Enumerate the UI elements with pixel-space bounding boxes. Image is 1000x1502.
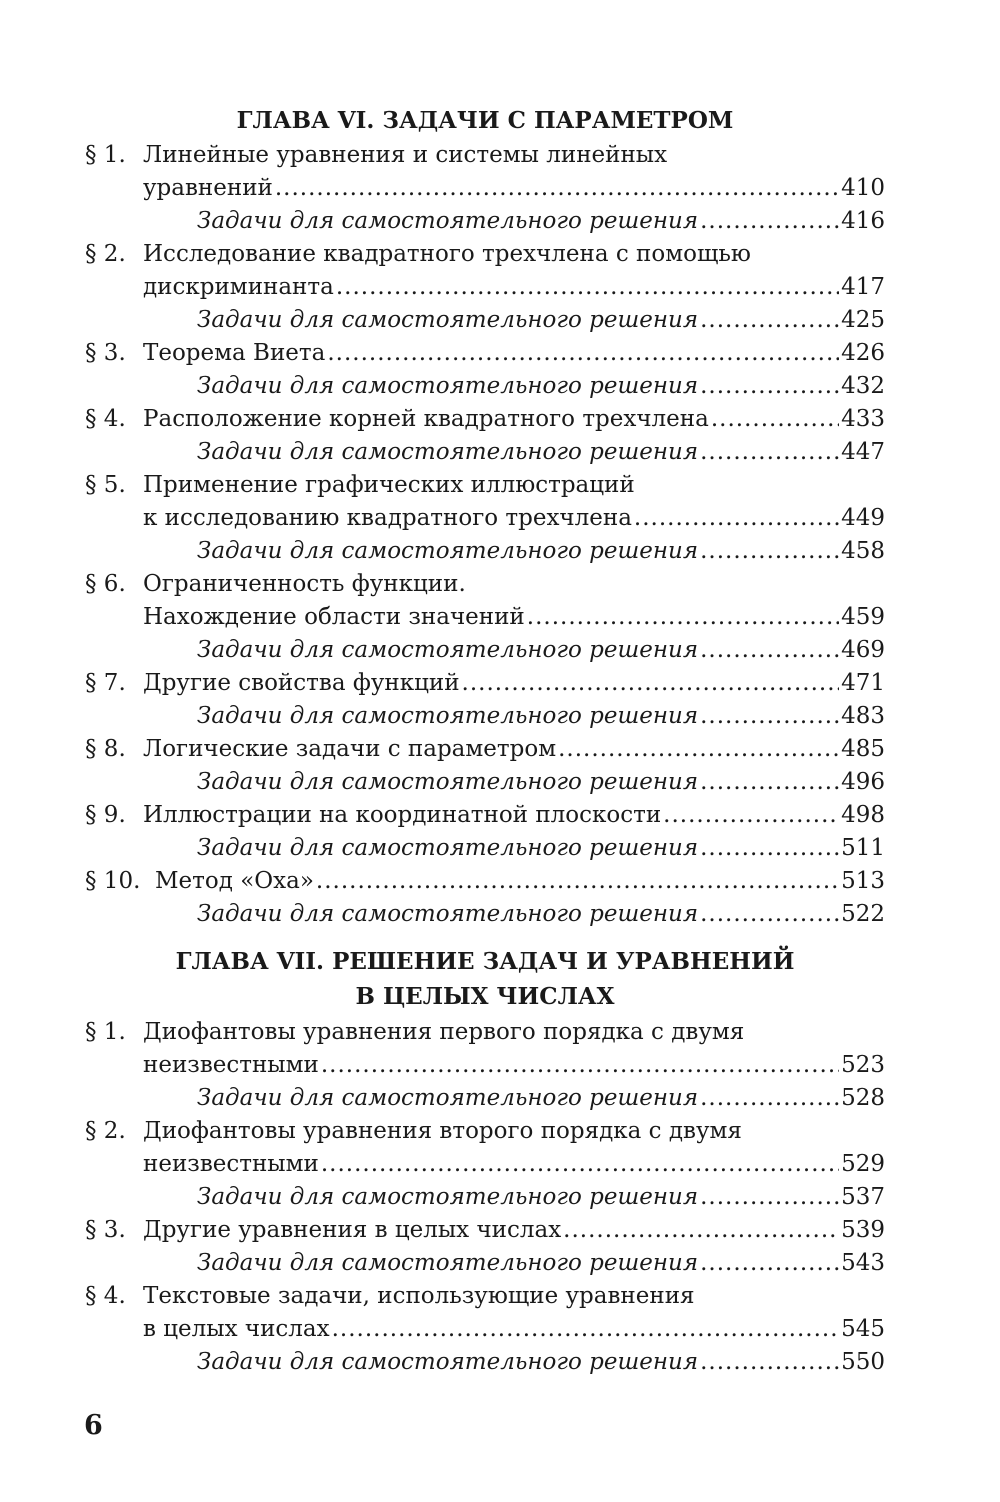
chapter-7-heading-line2: В ЦЕЛЫХ ЧИСЛАХ: [355, 983, 615, 1010]
entry-title: Диофантовы уравнения первого порядка с двумя: [143, 1019, 745, 1045]
dot-leader: [700, 1082, 839, 1115]
page-ref: 432: [841, 373, 885, 399]
entry-title: Задачи для самостоятельного решения: [197, 901, 699, 927]
section-number: § 2.: [85, 1118, 126, 1144]
entry-title: Задачи для самостоятельного решения: [197, 373, 699, 399]
dot-leader: [558, 733, 839, 766]
dot-leader: [700, 205, 839, 238]
page-ref: 410: [841, 175, 885, 201]
page-ref: 459: [841, 604, 885, 630]
page-ref: 433: [841, 406, 885, 432]
dot-leader: [700, 700, 839, 733]
toc-exercises-6-10[interactable]: [197, 898, 885, 931]
section-number: § 4.: [85, 406, 126, 432]
toc-exercises-6-1[interactable]: [197, 205, 885, 238]
section-number: § 1.: [85, 142, 126, 168]
entry-title: Задачи для самостоятельного решения: [197, 1085, 699, 1111]
section-number: § 4.: [85, 1283, 126, 1309]
entry-title: Диофантовы уравнения второго порядка с двумя: [143, 1118, 742, 1144]
toc-entry-6-3[interactable]: [85, 337, 885, 370]
entry-title: в целых числах: [143, 1316, 330, 1342]
toc-entry-6-6-title: [85, 568, 466, 601]
entry-title: Линейные уравнения и системы линейных: [143, 142, 668, 168]
toc-entry-6-2[interactable]: [143, 271, 885, 304]
toc-entry-6-6[interactable]: [143, 601, 885, 634]
dot-leader: [700, 535, 839, 568]
entry-title: Другие свойства функций: [143, 670, 460, 696]
dot-leader: [321, 1148, 839, 1181]
entry-title: Задачи для самостоятельного решения: [197, 208, 699, 234]
page-ref: 483: [841, 703, 885, 729]
entry-title: Задачи для самостоятельного решения: [197, 703, 699, 729]
entry-title: Применение графических иллюстраций: [143, 472, 635, 498]
page-ref: 545: [841, 1316, 885, 1342]
page-ref: 539: [841, 1217, 885, 1243]
toc-exercises-7-2[interactable]: [197, 1181, 885, 1214]
entry-title: неизвестными: [143, 1052, 319, 1078]
toc-entry-6-9[interactable]: [85, 799, 885, 832]
toc-entry-7-1-title: [85, 1016, 744, 1049]
toc-entry-6-1-title: [85, 139, 667, 172]
toc-exercises-6-4[interactable]: [197, 436, 885, 469]
entry-title: Задачи для самостоятельного решения: [197, 1349, 699, 1375]
entry-title: Текстовые задачи, использующие уравнения: [143, 1283, 695, 1309]
chapter-7-heading-line1: ГЛАВА VII. РЕШЕНИЕ ЗАДАЧ И УРАВНЕНИЙ: [175, 948, 795, 975]
page-ref: 496: [841, 769, 885, 795]
chapter-6-heading: ГЛАВА VI. ЗАДАЧИ С ПАРАМЕТРОМ: [236, 107, 734, 134]
section-number: § 7.: [85, 670, 126, 696]
dot-leader: [663, 799, 839, 832]
toc-entry-6-10[interactable]: [85, 865, 885, 898]
page-ref: 522: [841, 901, 885, 927]
page-ref: 447: [841, 439, 885, 465]
dot-leader: [711, 403, 839, 436]
dot-leader: [700, 898, 839, 931]
page-ref: 458: [841, 538, 885, 564]
page-ref: 425: [841, 307, 885, 333]
entry-title: Иллюстрации на координатной плоскости: [143, 802, 662, 828]
toc-exercises-6-2[interactable]: [197, 304, 885, 337]
page-ref: 417: [841, 274, 885, 300]
page-number: 6: [84, 1410, 103, 1441]
entry-title: уравнений: [143, 175, 273, 201]
page-ref: 543: [841, 1250, 885, 1276]
toc-entry-6-4[interactable]: [85, 403, 885, 436]
toc-entry-7-4-title: [85, 1280, 695, 1313]
dot-leader: [327, 337, 839, 370]
entry-title: к исследованию квадратного трехчлена: [143, 505, 632, 531]
entry-title: Задачи для самостоятельного решения: [197, 538, 699, 564]
page-ref: 471: [841, 670, 885, 696]
section-number: § 5.: [85, 472, 126, 498]
section-number: § 1.: [85, 1019, 126, 1045]
toc-exercises-6-6[interactable]: [197, 634, 885, 667]
toc-entry-6-5-title: [85, 469, 635, 502]
dot-leader: [336, 271, 839, 304]
toc-exercises-6-5[interactable]: [197, 535, 885, 568]
section-number: § 9.: [85, 802, 126, 828]
entry-title: Задачи для самостоятельного решения: [197, 769, 699, 795]
entry-title: Задачи для самостоятельного решения: [197, 439, 699, 465]
page-ref: 426: [841, 340, 885, 366]
dot-leader: [700, 436, 839, 469]
dot-leader: [316, 865, 839, 898]
section-number: § 8.: [85, 736, 126, 762]
section-number: § 6.: [85, 571, 126, 597]
dot-leader: [700, 766, 839, 799]
toc-entry-6-1[interactable]: [143, 172, 885, 205]
entry-title: Теорема Виета: [143, 340, 326, 366]
page-ref: 528: [841, 1085, 885, 1111]
entry-title: Другие уравнения в целых числах: [143, 1217, 562, 1243]
dot-leader: [275, 172, 839, 205]
toc-entry-7-2[interactable]: [143, 1148, 885, 1181]
page-ref: 449: [841, 505, 885, 531]
section-number: § 10.: [85, 868, 141, 894]
page-ref: 550: [841, 1349, 885, 1375]
dot-leader: [332, 1313, 840, 1346]
page-ref: 513: [841, 868, 885, 894]
dot-leader: [700, 1181, 839, 1214]
toc-entry-6-2-title: [85, 238, 751, 271]
entry-title: Задачи для самостоятельного решения: [197, 835, 699, 861]
dot-leader: [700, 370, 839, 403]
page-ref: 485: [841, 736, 885, 762]
page-ref: 416: [841, 208, 885, 234]
toc-entry-7-2-title: [85, 1115, 742, 1148]
toc-entry-7-3[interactable]: [85, 1214, 885, 1247]
toc-exercises-6-3[interactable]: [197, 370, 885, 403]
dot-leader: [700, 1247, 839, 1280]
toc-exercises-7-1[interactable]: [197, 1082, 885, 1115]
toc-entry-6-8[interactable]: [85, 733, 885, 766]
section-number: § 3.: [85, 1217, 126, 1243]
dot-leader: [462, 667, 840, 700]
entry-title: неизвестными: [143, 1151, 319, 1177]
entry-title: Задачи для самостоятельного решения: [197, 1250, 699, 1276]
page-ref: 529: [841, 1151, 885, 1177]
entry-title: Метод «Оха»: [155, 868, 314, 894]
entry-title: дискриминанта: [143, 274, 334, 300]
page-ref: 498: [841, 802, 885, 828]
toc-exercises-6-9[interactable]: [197, 832, 885, 865]
entry-title: Расположение корней квадратного трехчлена: [143, 406, 709, 432]
toc-exercises-6-8[interactable]: [197, 766, 885, 799]
toc-exercises-7-3[interactable]: [197, 1247, 885, 1280]
dot-leader: [700, 634, 839, 667]
dot-leader: [527, 601, 839, 634]
dot-leader: [563, 1214, 839, 1247]
toc-entry-7-4[interactable]: [143, 1313, 885, 1346]
section-number: § 2.: [85, 241, 126, 267]
entry-title: Нахождение области значений: [143, 604, 525, 630]
toc-entry-6-7[interactable]: [85, 667, 885, 700]
page-ref: 469: [841, 637, 885, 663]
entry-title: Исследование квадратного трехчлена с помощью: [143, 241, 751, 267]
dot-leader: [321, 1049, 839, 1082]
page-ref: 537: [841, 1184, 885, 1210]
entry-title: Задачи для самостоятельного решения: [197, 637, 699, 663]
entry-title: Логические задачи с параметром: [143, 736, 557, 762]
toc-entry-6-5[interactable]: [143, 502, 885, 535]
dot-leader: [700, 832, 839, 865]
toc-entry-7-1[interactable]: [143, 1049, 885, 1082]
page-ref: 511: [841, 835, 885, 861]
toc-exercises-6-7[interactable]: [197, 700, 885, 733]
dot-leader: [634, 502, 839, 535]
entry-title: Ограниченность функции.: [143, 571, 466, 597]
entry-title: Задачи для самостоятельного решения: [197, 307, 699, 333]
entry-title: Задачи для самостоятельного решения: [197, 1184, 699, 1210]
section-number: § 3.: [85, 340, 126, 366]
page-ref: 523: [841, 1052, 885, 1078]
toc-exercises-7-4[interactable]: [197, 1346, 885, 1379]
dot-leader: [700, 1346, 839, 1379]
dot-leader: [700, 304, 839, 337]
